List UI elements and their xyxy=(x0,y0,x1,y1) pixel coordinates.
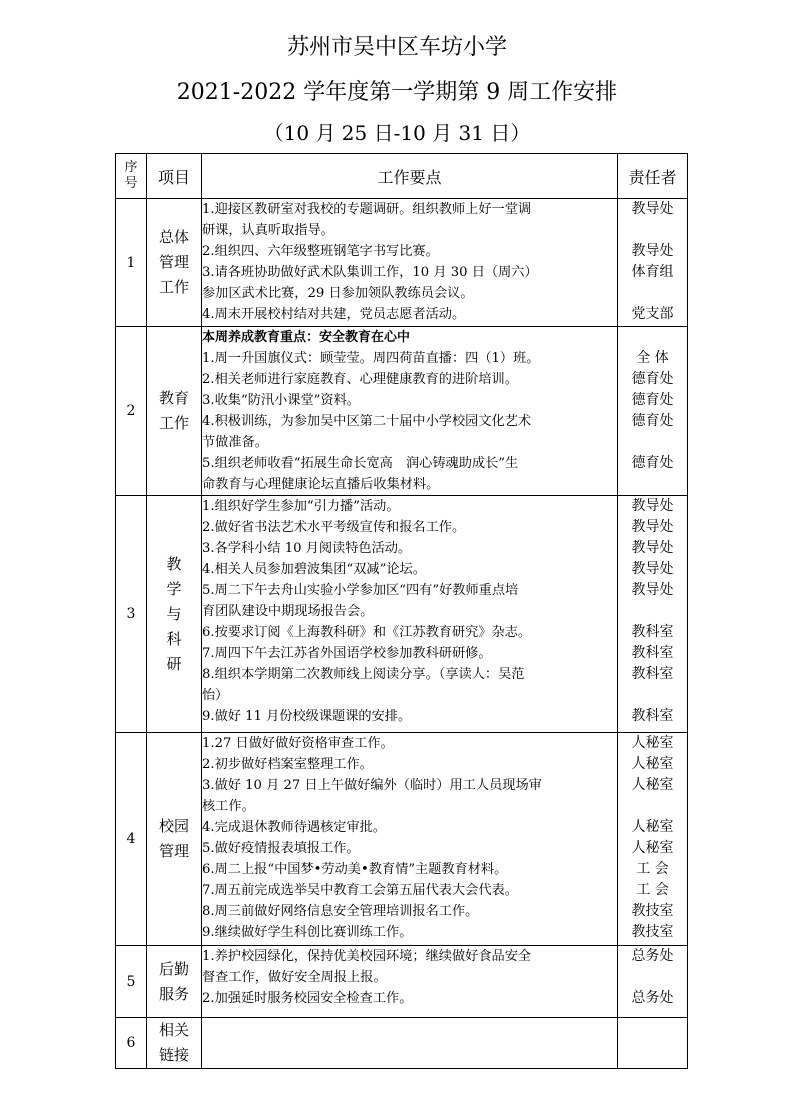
row-content xyxy=(202,327,618,496)
work-item-line: 2.做好省书法艺术水平考级宣传和报名工作。 xyxy=(202,520,466,535)
owner-entry: 人秘室 xyxy=(631,735,674,751)
row-owners xyxy=(618,946,688,1018)
header-num-line2: 号 xyxy=(124,176,138,191)
work-item-line: 命教育与心理健康论坛直播后收集材料。 xyxy=(202,477,440,492)
table-row xyxy=(116,327,688,496)
header-num-line1: 序 xyxy=(124,160,138,175)
owner-entry: 教科室 xyxy=(631,624,674,640)
owner-entry: 教技室 xyxy=(631,903,674,919)
owner-entry: 体育组 xyxy=(631,264,674,280)
table-row xyxy=(116,946,688,1018)
work-item-line: 3.做好 10 月 27 日上午做好编外（临时）用工人员现场审 xyxy=(202,778,542,793)
work-item-line: 2.组织四、六年级整班钢笔字书写比赛。 xyxy=(202,244,439,259)
row-item-label: 教育工作 xyxy=(158,389,189,432)
owner-entry: 德育处 xyxy=(631,413,674,429)
owner-entry: 教科室 xyxy=(631,666,674,682)
owner-entry xyxy=(618,601,687,622)
row-number: 5 xyxy=(116,946,147,1018)
row-item xyxy=(147,327,202,496)
work-item-line: 3.各学科小结 10 月阅读特色活动。 xyxy=(202,541,412,556)
header-num xyxy=(116,154,147,199)
work-item-line: 参加区武术比赛，29 日参加领队教练员会议。 xyxy=(202,286,474,301)
owner-entry xyxy=(618,685,687,706)
work-item-line: 2.相关老师进行家庭教育、心理健康教育的进阶培训。 xyxy=(202,372,518,387)
row-item xyxy=(147,496,202,733)
owner-entry: 教导处 xyxy=(631,561,674,577)
owner-entry: 教科室 xyxy=(631,645,674,661)
owner-entry: 党支部 xyxy=(631,306,674,322)
owner-entry xyxy=(618,474,687,495)
owner-entry: 工 会 xyxy=(636,861,669,877)
row-item-label: 校园管理 xyxy=(158,817,189,860)
owner-entry: 教导处 xyxy=(631,582,674,598)
work-item-line: 1.27 日做好做好资格审查工作。 xyxy=(202,736,394,751)
work-item-line: 4.积极训练，为参加吴中区第二十届中小学校园文化艺术 xyxy=(202,414,532,429)
date-range: （10 月 25 日-10 月 31 日） xyxy=(263,121,531,145)
work-item-line: 3.请各班协助做好武术队集训工作，10 月 30 日（周六） xyxy=(202,265,538,280)
plan-title: 2021-2022 学年度第一学期第 9 周工作安排 xyxy=(176,80,618,105)
table-row xyxy=(116,199,688,327)
row-item-label: 教学与科研 xyxy=(166,554,182,673)
row-content xyxy=(202,733,618,946)
work-item-line: 怡） xyxy=(202,688,229,703)
work-item-line: 7.周四下午去江苏省外国语学校参加教科研研修。 xyxy=(202,646,492,661)
owner-entry xyxy=(618,220,687,241)
owner-entry: 人秘室 xyxy=(631,777,674,793)
table-row xyxy=(116,733,688,946)
work-item-line: 6.周二上报“中国梦•劳动美•教育情”主题教育材料。 xyxy=(202,862,508,877)
row-item-label: 相关链接 xyxy=(158,1021,189,1064)
work-item-line: 督查工作，做好安全周报上报。 xyxy=(202,970,387,985)
row-item xyxy=(147,733,202,946)
owner-entry: 总务处 xyxy=(631,948,674,964)
row-content xyxy=(202,199,618,327)
work-item-line: 1.组织好学生参加“引力播”活动。 xyxy=(202,499,400,514)
owner-entry: 教导处 xyxy=(631,498,674,514)
work-item-line: 节做准备。 xyxy=(202,435,268,450)
owner-entry xyxy=(618,796,687,817)
row-item xyxy=(147,199,202,327)
row-content xyxy=(202,1018,618,1069)
owner-entry: 工 会 xyxy=(636,882,669,898)
row-owners xyxy=(618,496,688,733)
work-item-line: 4.周末开展校村结对共建，党员志愿者活动。 xyxy=(202,307,466,322)
row-owners xyxy=(618,1018,688,1069)
work-item-line: 7.周五前完成选举吴中教育工会第五届代表大会代表。 xyxy=(202,883,518,898)
owner-entry xyxy=(618,327,687,348)
row-item-label: 总体管理工作 xyxy=(158,228,189,296)
work-item-line: 1.迎接区教研室对我校的专题调研。组织教师上好一堂调 xyxy=(202,202,532,217)
row-content xyxy=(202,946,618,1018)
owner-entry: 德育处 xyxy=(631,371,674,387)
focus-heading: 本周养成教育重点：安全教育在心中 xyxy=(202,330,411,345)
work-item-line: 8.组织本学期第二次教师线上阅读分享。（享读人：吴范 xyxy=(202,667,525,682)
table-header-row xyxy=(116,154,688,199)
work-item-line: 4.相关人员参加碧波集团“双减”论坛。 xyxy=(202,562,426,577)
row-owners xyxy=(618,733,688,946)
school-name: 苏州市吴中区车坊小学 xyxy=(286,35,507,60)
owner-entry: 人秘室 xyxy=(631,756,674,772)
row-number: 2 xyxy=(116,327,147,496)
owner-entry: 教科室 xyxy=(631,708,674,724)
work-item-line: 4.完成退休教师待遇核定审批。 xyxy=(202,820,387,835)
work-item-line: 9.做好 11 月份校级课题课的安排。 xyxy=(202,709,412,724)
row-number: 1 xyxy=(116,199,147,327)
work-item-line: 育团队建设中期现场报告会。 xyxy=(202,604,374,619)
owner-entry: 教导处 xyxy=(631,201,674,217)
owner-entry xyxy=(618,283,687,304)
owner-entry: 人秘室 xyxy=(631,840,674,856)
work-item-line: 5.组织老师收看“拓展生命长宽高 润心铸魂助成长”生 xyxy=(202,456,519,471)
row-item-label: 后勤服务 xyxy=(158,959,189,1003)
table-row xyxy=(116,1018,688,1069)
owner-entry: 教技室 xyxy=(631,924,674,940)
row-owners xyxy=(618,199,688,327)
owner-entry: 人秘室 xyxy=(631,819,674,835)
work-item-line: 研课，认真听取指导。 xyxy=(202,223,334,238)
row-item xyxy=(147,1018,202,1069)
header-owner: 责任者 xyxy=(618,154,688,199)
owner-entry: 全 体 xyxy=(636,350,669,366)
work-item-line: 1.周一升国旗仪式：顾莹莹。周四荷苗直播：四（1）班。 xyxy=(202,351,540,366)
table-row xyxy=(116,496,688,733)
header-content: 工作要点 xyxy=(202,154,618,199)
work-item-line: 8.周三前做好网络信息安全管理培训报名工作。 xyxy=(202,904,479,919)
owner-entry: 德育处 xyxy=(631,455,674,471)
owner-entry xyxy=(618,432,687,453)
work-item-line: 5.周二下午去舟山实验小学参加区“四有”好教师重点培 xyxy=(202,583,519,598)
row-content xyxy=(202,496,618,733)
work-item-line: 3.收集“防汛小课堂”资料。 xyxy=(202,393,360,408)
owner-entry: 总务处 xyxy=(631,990,674,1006)
row-item xyxy=(147,946,202,1018)
owner-entry: 教导处 xyxy=(631,519,674,535)
row-owners xyxy=(618,327,688,496)
work-item-line: 5.做好疫情报表填报工作。 xyxy=(202,841,360,856)
header-item: 项目 xyxy=(147,154,202,199)
work-item-line: 6.按要求订阅《上海教科研》和《江苏教育研究》杂志。 xyxy=(202,625,532,640)
work-item-line: 1.养护校园绿化，保持优美校园环境；继续做好食品安全 xyxy=(202,949,532,964)
work-item-line: 核工作。 xyxy=(202,799,255,814)
schedule-table xyxy=(115,153,688,1069)
owner-entry: 教导处 xyxy=(631,243,674,259)
owner-entry xyxy=(618,967,687,988)
row-number: 4 xyxy=(116,733,147,946)
work-item-line: 2.初步做好档案室整理工作。 xyxy=(202,757,373,772)
row-number: 6 xyxy=(116,1018,147,1069)
owner-entry: 教导处 xyxy=(631,540,674,556)
work-item-line: 9.继续做好学生科创比赛训练工作。 xyxy=(202,925,413,940)
owner-entry: 德育处 xyxy=(631,392,674,408)
work-item-line: 2.加强延时服务校园安全检查工作。 xyxy=(202,991,413,1006)
row-number: 3 xyxy=(116,496,147,733)
